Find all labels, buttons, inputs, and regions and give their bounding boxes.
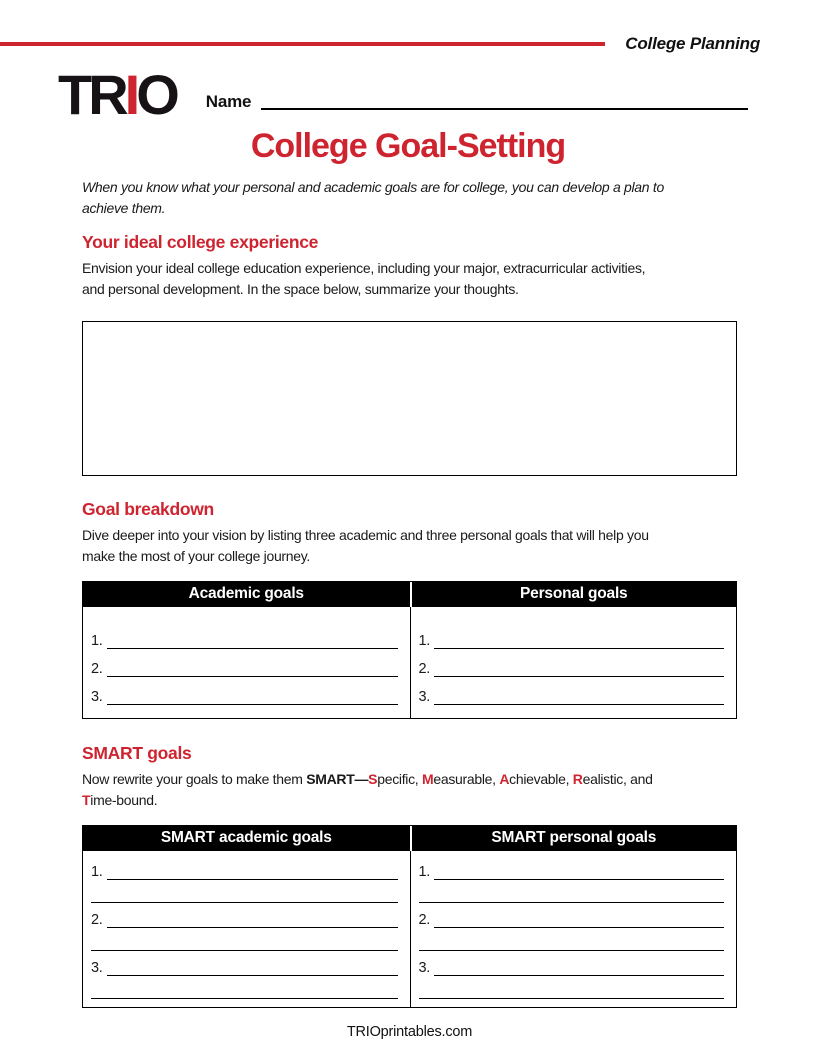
smart-goals-table-header [83,826,736,851]
academic-goal-row-2 [91,649,398,677]
smart-academic-goal-1-input-line[interactable] [107,879,398,880]
ideal-desc-line1: Envision your ideal college education experience, including your major, extracurricular activities, [82,260,646,276]
page-content [82,177,737,1040]
section-heading-ideal-experience: Your ideal college experience [82,232,319,252]
intro-line1: When you know what your personal and academic goals are for college, you can develop a plan to [82,179,664,195]
goal-breakdown-table-header [83,582,736,607]
personal-goals-cell [410,607,737,718]
academic-goal-1-input-line[interactable] [107,648,398,649]
smart-academic-goal-3-continuation-line[interactable] [91,976,398,999]
smart-personal-goal-2-input-line[interactable] [434,927,724,928]
smart-academic-goals-column-header: SMART academic goals [160,829,332,846]
smart-word-realistic: ealistic, and [582,771,653,787]
smart-word-achievable: chievable, [509,771,573,787]
breakdown-desc-line1: Dive deeper into your vision by listing three academic and three personal goals that will help you [82,527,649,543]
smart-goals-description [82,769,737,811]
smart-academic-goal-row-1 [91,855,398,880]
smart-initial-a: A [499,771,510,787]
ideal-desc-line2: and personal development. In the space below, summarize your thoughts. [82,281,519,297]
personal-goal-2-input-line[interactable] [434,676,724,677]
smart-academic-goal-1-continuation-line[interactable] [91,880,398,903]
personal-goal-1-input-line[interactable] [434,648,724,649]
name-label: Name [205,92,252,111]
trio-logo-part1: TR [58,63,125,127]
smart-academic-goal-row-3 [91,951,398,976]
academic-goals-column-header: Academic goals [188,585,304,602]
smart-goals-table-body [83,851,736,1007]
academic-goal-2-input-line[interactable] [107,676,398,677]
smart-personal-goals-cell [410,851,737,1007]
personal-goals-column-header: Personal goals [410,582,737,607]
section-heading-goal-breakdown: Goal breakdown [82,499,214,519]
smart-word-specific: pecific, [377,771,422,787]
smart-personal-goal-3-input-line[interactable] [434,975,724,976]
smart-academic-goal-3-input-line[interactable] [107,975,398,976]
section-heading-smart-goals: SMART goals [82,743,192,763]
breakdown-desc-line2: make the most of your college journey. [82,548,311,564]
smart-academic-goals-cell [83,851,410,1007]
trio-logo-part3: O [136,63,176,127]
academic-goal-3-input-line[interactable] [107,704,398,705]
intro-text [82,177,737,219]
ideal-experience-description [82,258,737,300]
row-number: 2. [418,911,430,928]
smart-academic-goal-2-input-line[interactable] [107,927,398,928]
row-number: 3. [418,959,430,976]
academic-goals-cell [83,607,410,718]
personal-goal-3-input-line[interactable] [434,704,724,705]
smart-word-timebound: ime-bound. [90,792,158,808]
smart-initial-s: S [368,771,378,787]
trio-logo [58,63,176,127]
page-top-bar [0,0,816,54]
smart-personal-goal-row-1 [419,855,725,880]
footer-text: TRIOprintables.com [346,1024,473,1040]
smart-personal-goal-1-input-line[interactable] [434,879,724,880]
smart-personal-goals-column-header: SMART personal goals [410,826,737,851]
row-number: 1. [418,863,430,880]
name-input-line[interactable] [261,108,748,110]
smart-initial-m: M [421,771,434,787]
smart-academic-goal-2-continuation-line[interactable] [91,928,398,951]
logo-name-row [58,63,748,127]
smart-personal-goal-1-continuation-line[interactable] [419,880,725,903]
series-tag: College Planning [625,34,760,53]
red-rule [0,42,605,46]
page-title: College Goal-Setting [250,127,566,165]
smart-initial-r: R [572,771,583,787]
smart-personal-goal-2-continuation-line[interactable] [419,928,725,951]
row-number: 1. [91,632,103,649]
row-number: 2. [418,660,430,677]
ideal-experience-response-box[interactable] [82,321,737,476]
personal-goal-row-2 [419,649,725,677]
smart-personal-goal-row-3 [419,951,725,976]
smart-acronym: SMART— [306,771,369,787]
goal-breakdown-table [82,581,737,719]
smart-personal-goal-3-continuation-line[interactable] [419,976,725,999]
row-number: 2. [91,660,103,677]
smart-academic-goal-row-2 [91,903,398,928]
smart-personal-goal-row-2 [419,903,725,928]
row-number: 3. [91,688,103,705]
personal-goal-row-1 [419,621,725,649]
row-number: 2. [91,911,103,928]
row-number: 1. [91,863,103,880]
row-number: 3. [91,959,103,976]
goal-breakdown-description [82,525,737,567]
smart-word-measurable: easurable, [433,771,500,787]
intro-line2: achieve them. [82,200,166,216]
smart-goals-table [82,825,737,1008]
trio-logo-part2: I [124,63,137,127]
goal-breakdown-table-body [83,607,736,718]
personal-goal-row-3 [419,677,725,705]
smart-initial-t: T [82,792,91,808]
smart-desc-lead: Now rewrite your goals to make them [82,771,307,787]
row-number: 1. [418,632,430,649]
academic-goal-row-3 [91,677,398,705]
academic-goal-row-1 [91,621,398,649]
row-number: 3. [418,688,430,705]
